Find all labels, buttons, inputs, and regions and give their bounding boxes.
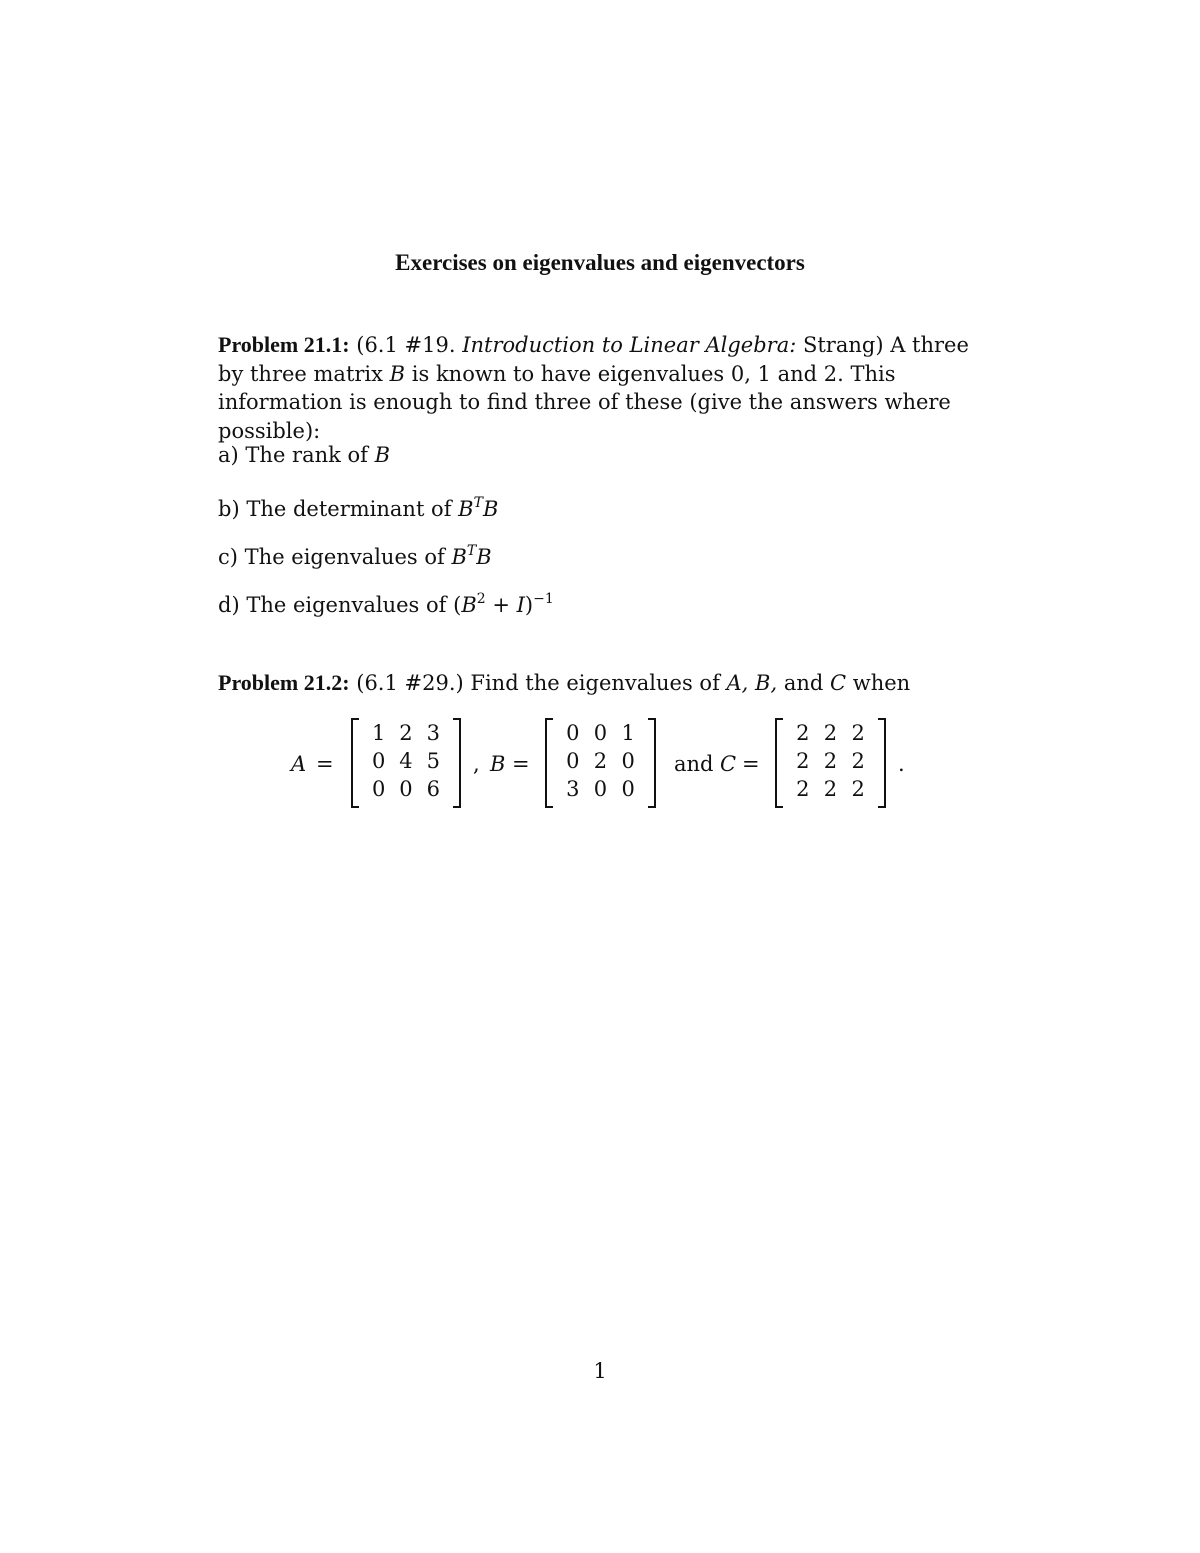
matrix-cell: 1: [371, 721, 386, 745]
matrix-cell: 2: [823, 721, 838, 745]
problem-label: Problem 21.2: [218, 670, 343, 695]
problem-label-colon: :: [342, 332, 350, 357]
identity-matrix: I: [516, 593, 525, 617]
matrix-cell: 1: [621, 721, 635, 745]
part-marker: b): [218, 497, 240, 521]
matrix-b-label: B: [490, 752, 506, 776]
part-marker: a): [218, 443, 239, 467]
right-bracket: [453, 718, 461, 808]
matrix-variable-c: C: [829, 671, 847, 695]
matrix-b: [545, 718, 656, 806]
part-marker: d): [218, 593, 240, 617]
matrix-cell: 5: [426, 749, 441, 773]
matrix-cells: [775, 721, 886, 805]
matrix-cell: 2: [796, 777, 810, 801]
right-bracket: [648, 718, 656, 808]
matrix-a: [351, 718, 461, 806]
matrix-cell: 3: [426, 721, 441, 745]
matrix-c: [775, 718, 886, 806]
matrix-cell: 0: [399, 777, 413, 801]
part-math-base: B: [458, 497, 474, 521]
page-title: Exercises on eigenvalues and eigenvectors: [395, 250, 805, 275]
matrix-variable: B: [389, 361, 406, 386]
matrix-c-label: C: [720, 752, 737, 776]
part-math-base: B: [461, 593, 477, 617]
part-d: [218, 585, 978, 633]
part-math-superscript: T: [466, 543, 477, 559]
matrix-variables: A, B,: [726, 671, 778, 695]
matrix-cell: 0: [566, 749, 580, 773]
matrix-cell: 2: [796, 749, 810, 773]
matrix-cells: [351, 721, 461, 805]
matrix-cell: 2: [851, 749, 865, 773]
part-text: The eigenvalues of: [244, 545, 452, 569]
comma: ,: [473, 752, 480, 776]
book-title: Introduction to Linear Algebra:: [462, 333, 797, 357]
matrix-cell: 0: [621, 777, 635, 801]
part-math: B: [374, 443, 391, 467]
equals-sign: =: [512, 752, 530, 776]
part-math-tail: B: [476, 545, 492, 569]
problem-label-colon: :: [342, 670, 350, 695]
part-a: [218, 441, 978, 489]
part-text: The eigenvalues of: [246, 593, 454, 617]
matrix-cell: 0: [593, 721, 608, 745]
matrix-cell: 0: [371, 777, 386, 801]
and-word: and: [674, 752, 714, 776]
close-paren: ): [524, 593, 534, 617]
matrix-a-label: A: [291, 752, 307, 776]
matrix-cell: 2: [823, 777, 838, 801]
part-text: The determinant of: [246, 497, 459, 521]
matrix-cell: 2: [796, 721, 810, 745]
period: .: [898, 752, 905, 776]
problem-text-prefix: (6.1 #29.) Find the eigenvalues of: [349, 671, 727, 695]
part-text: The rank of: [245, 443, 375, 467]
matrix-cell: 2: [399, 721, 413, 745]
matrix-equation: [0, 718, 1200, 810]
matrix-cells: [545, 721, 656, 805]
part-b: [218, 489, 978, 537]
problem-source-suffix: Strang) A three by three matrix: [218, 333, 969, 386]
problem-text-suffix: when: [846, 671, 911, 695]
matrix-cell: 0: [621, 749, 635, 773]
matrix-cell: 2: [851, 721, 865, 745]
problem-21-2: [218, 669, 988, 698]
open-paren: (: [453, 593, 462, 617]
inverse-exponent: −1: [533, 591, 554, 607]
part-math-superscript: T: [473, 495, 483, 511]
problem-parts-list: [218, 441, 978, 633]
matrix-cell: 0: [566, 721, 580, 745]
problem-source-prefix: (6.1 #19.: [349, 333, 463, 357]
matrix-cell: 6: [426, 777, 441, 801]
part-math-base: B: [451, 545, 467, 569]
problem-label: Problem 21.1: [218, 332, 343, 357]
problem-text: is known to have eigenvalues 0, 1 and 2. This information is enough to find three of these (give the answers where possible):: [218, 361, 951, 443]
matrix-cell: 0: [593, 777, 608, 801]
matrix-cell: 2: [851, 777, 865, 801]
matrix-cell: 2: [823, 749, 838, 773]
equals-sign: =: [742, 752, 760, 776]
part-math-tail: B: [482, 497, 499, 521]
problem-21-1: [218, 331, 988, 445]
page-number: 1: [593, 1359, 607, 1383]
part-marker: c): [218, 545, 238, 569]
square-exponent: 2: [476, 591, 486, 607]
problem-text-middle: and: [777, 671, 830, 695]
matrix-cell: 0: [371, 749, 386, 773]
part-c: [218, 537, 978, 585]
plus-sign: +: [485, 593, 517, 617]
equals-sign: =: [316, 752, 334, 776]
matrix-cell: 3: [566, 777, 580, 801]
right-bracket: [878, 718, 886, 808]
matrix-cell: 4: [399, 749, 413, 773]
matrix-cell: 2: [593, 749, 608, 773]
